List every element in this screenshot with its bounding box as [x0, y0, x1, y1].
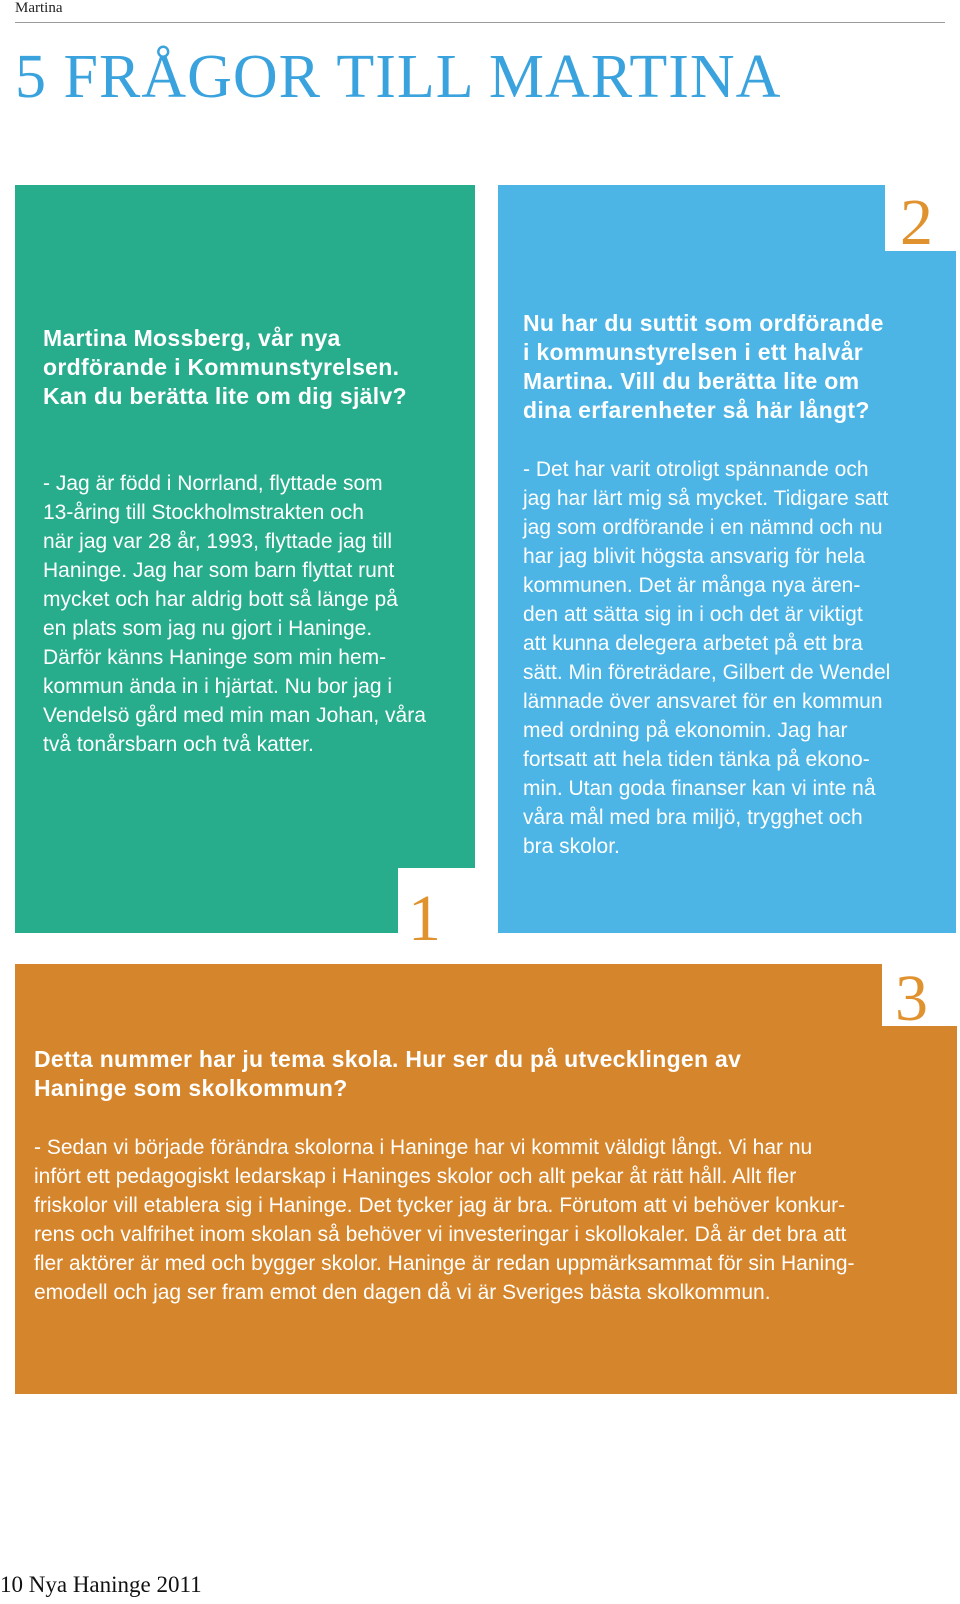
question-line: Haninge som skolkommun? — [34, 1075, 348, 1101]
answer-line: Därför känns Haninge som min hem- — [43, 646, 387, 669]
answer-line: min. Utan goda finanser kan vi inte nå — [523, 777, 876, 800]
answer-line: när jag var 28 år, 1993, flyttade jag till — [43, 530, 393, 553]
answer-line: våra mål med bra miljö, trygghet och — [523, 806, 863, 829]
answer-line: lämnade över ansvaret för en kommun — [523, 690, 883, 713]
answer-line: en plats som jag nu gjort i Haninge. — [43, 617, 373, 640]
question-line: Detta nummer har ju tema skola. Hur ser du på utvecklingen av — [34, 1046, 742, 1072]
answer-line: jag som ordförande i en nämnd och nu — [523, 516, 883, 539]
answer-line: friskolor vill etablera sig i Haninge. Det tycker jag är bra. Förutom att vi behöver konkur- — [34, 1194, 846, 1217]
question-line: dina erfarenheter så här långt? — [523, 397, 870, 423]
question-line: Nu har du suttit som ordförande — [523, 310, 884, 336]
answer-line: kommunen. Det är många nya ären- — [523, 574, 861, 597]
answer-line: - Jag är född i Norrland, flyttade som — [43, 472, 383, 495]
answer-text-3 — [34, 1133, 855, 1307]
answer-line: två tonårsbarn och två katter. — [43, 733, 314, 756]
header-divider — [15, 22, 945, 23]
answer-line: bra skolor. — [523, 835, 620, 858]
answer-line: emodell och jag ser fram emot den dagen då vi är Sveriges bästa skolkommun. — [34, 1281, 771, 1304]
question-text-2 — [523, 309, 884, 425]
answer-line: - Det har varit otroligt spännande och — [523, 458, 869, 481]
answer-text-1 — [43, 469, 426, 759]
page-footer: 10 Nya Haninge 2011 — [0, 1572, 202, 1597]
answer-line: jag har lärt mig så mycket. Tidigare satt — [523, 487, 889, 510]
answer-line: med ordning på ekonomin. Jag har — [523, 719, 848, 742]
answer-line: - Sedan vi började förändra skolorna i Haninge har vi kommit väldigt långt. Vi har nu — [34, 1136, 813, 1159]
answer-line: sätt. Min företrädare, Gilbert de Wendel — [523, 661, 891, 684]
answer-line: den att sätta sig in i och det är viktigt — [523, 603, 863, 626]
answer-line: Haninge. Jag har som barn flyttat runt — [43, 559, 395, 582]
question-text-1 — [43, 324, 407, 411]
running-header: Martina — [15, 0, 63, 16]
answer-line: 13-åring till Stockholmstrakten och — [43, 501, 364, 524]
question-line: Martina. Vill du berätta lite om — [523, 368, 860, 394]
question-number-2: 2 — [900, 186, 933, 259]
question-number-1: 1 — [408, 882, 441, 955]
question-line: Martina Mossberg, vår nya — [43, 325, 341, 351]
answer-line: rens och valfrihet inom skolan så behöver vi investeringar i skollokaler. Då är det bra att — [34, 1223, 847, 1246]
question-line: i kommunstyrelsen i ett halvår — [523, 339, 864, 365]
answer-line: mycket och har aldrig bott så länge på — [43, 588, 398, 611]
question-number-3: 3 — [895, 962, 928, 1035]
question-text-3 — [34, 1045, 741, 1103]
answer-line: Vendelsö gård med min man Johan, våra — [43, 704, 426, 727]
question-line: ordförande i Kommunstyrelsen. — [43, 354, 400, 380]
page-title: 5 FRÅGOR TILL MARTINA — [15, 43, 782, 111]
answer-line: kommun ända in i hjärtat. Nu bor jag i — [43, 675, 393, 698]
answer-line: har jag blivit högsta ansvarig för hela — [523, 545, 866, 568]
answer-line: fler aktörer är med och bygger skolor. Haninge är redan uppmärksammat för sin Haning- — [34, 1252, 855, 1275]
answer-line: infört ett pedagogiskt ledarskap i Haninges skolor och allt pekar åt rätt håll. Allt fler — [34, 1165, 797, 1188]
answer-line: fortsatt att hela tiden tänka på ekono- — [523, 748, 870, 771]
answer-line: att kunna delegera arbetet på ett bra — [523, 632, 863, 655]
question-line: Kan du berätta lite om dig själv? — [43, 383, 407, 409]
answer-text-2 — [523, 455, 890, 861]
